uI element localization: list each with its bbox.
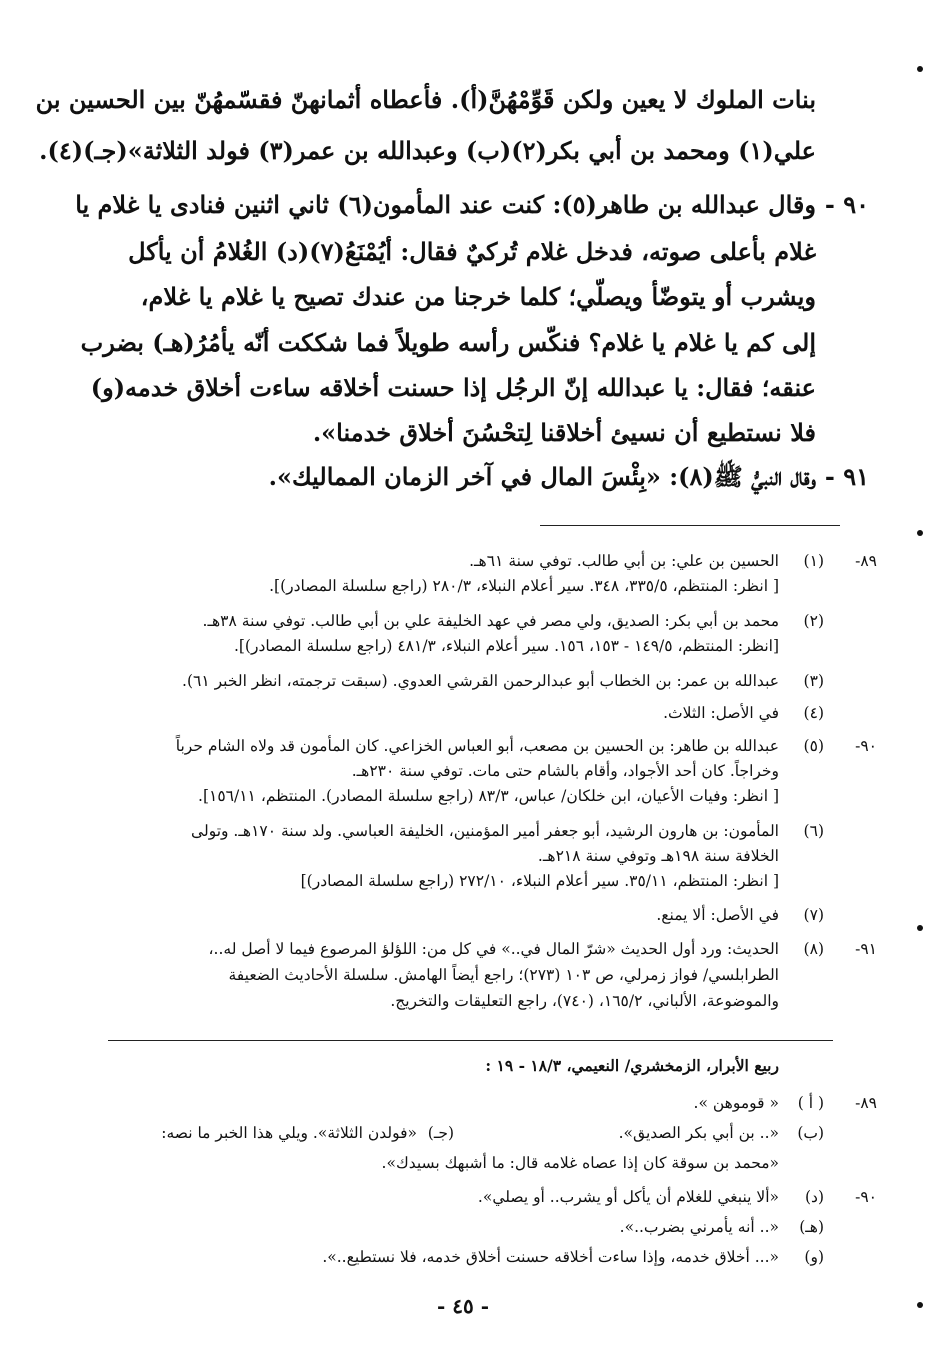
apparatus-line: «ألا ينبغي للغلام أن يأكل أو يشرب.. أو يصلي». xyxy=(477,1188,779,1206)
main-line-9: وقال النبيُّ ﷺ(٨): «بِئْسَ المال في آخر الزمان المماليك». xyxy=(268,462,816,491)
apparatus-line: «محمد بن سوقة كان إذا عصاه غلامه قال: ما أشبهك بسيدك». xyxy=(381,1154,779,1172)
apparatus-number: (ب) xyxy=(797,1124,824,1142)
footnote-line: [ انظر: وفيات الأعيان، ابن خلكان/ عباس، ٨٣/٣ (راجع سلسلة المصادر). المنتظم، ١٥٦/١١]. xyxy=(198,787,779,805)
footnote-line: وخراجاً. كان أحد الأجواد، وأقام بالشام حتى مات. توفي سنة ٢٣٠هـ. xyxy=(351,762,779,780)
footnote-line: في الأصل: ألا يمنع. xyxy=(656,906,779,924)
footnote-divider xyxy=(540,525,840,526)
scan-mark xyxy=(917,530,923,536)
apparatus-heading: ربيع الأبرار، الزمخشري/ النعيمي، ١٨/٣ - ١٩ : xyxy=(485,1056,779,1075)
apparatus-line: «فولدن الثلاثة». ويلي هذا الخبر ما نصه: xyxy=(161,1124,417,1142)
scan-mark xyxy=(917,1302,923,1308)
footnote-number: (٥) xyxy=(803,737,824,755)
apparatus-line: «.. بن أبي بكر الصديق». xyxy=(618,1124,779,1142)
footnote-line: في الأصل: الثلاث. xyxy=(663,704,779,722)
footnote-number: (٣) xyxy=(803,672,824,690)
main-line-2: علي(١) ومحمد بن أبي بكر(٢)(ب) وعبدالله بن عمر(٣) فولد الثلاثة»(جـ)(٤). xyxy=(39,136,816,165)
apparatus-line: « قوموهن ». xyxy=(693,1094,779,1112)
footnote-line: والموضوعة، الألباني، ١٦٥/٢، (٧٤٠)، راجع التعليقات والتخريج. xyxy=(390,992,779,1010)
item-number-91: ٩١ - xyxy=(824,462,869,491)
footnote-line: الخلافة سنة ١٩٨هـ وتوفي سنة ٢١٨هـ. xyxy=(537,847,779,865)
apparatus-number: (هـ) xyxy=(799,1218,824,1236)
apparatus-group-90: ٩٠- xyxy=(855,1188,877,1206)
main-line-3: وقال عبدالله بن طاهر(٥): كنت عند المأمون(٦) ثاني اثنين فنادى يا غلام يا xyxy=(75,190,816,219)
footnote-line: [ انظر: المنتظم، ٣٥/١١. سير أعلام النبلاء، ٢٧٢/١٠ (راجع سلسلة المصادر)] xyxy=(300,872,779,890)
apparatus-number: (د) xyxy=(805,1188,824,1206)
footnote-line: المأمون: بن هارون الرشيد، أبو جعفر أمير المؤمنين، الخليفة العباسي. ولد سنة ١٧٠هـ. وتولى xyxy=(191,822,779,840)
apparatus-number: (و) xyxy=(804,1248,824,1266)
footnote-line: [ انظر: المنتظم، ٣٣٥/٥، ٣٤٨. سير أعلام النبلاء، ٢٨٠/٣ (راجع سلسلة المصادر)]. xyxy=(269,577,779,595)
apparatus-line: «.. أنه يأمرني بضرب..». xyxy=(619,1218,779,1236)
footnote-group-89: ٨٩- xyxy=(855,552,877,570)
page-number: - ٤٥ - xyxy=(436,1294,489,1318)
footnote-line: محمد بن أبي بكر: الصديق، ولي مصر في عهد الخليفة علي بن أبي طالب. توفي سنة ٣٨هـ. xyxy=(202,612,779,630)
footnote-line: الحديث: ورد أول الحديث «شرّ المال في..» في كل من: اللؤلؤ المرصوع فيما لا أصل له..، xyxy=(208,940,779,958)
main-line-8: فلا نستطيع أن نسيئ أخلاقنا لِتحْسُنَ أخلاق خدمنا». xyxy=(312,418,816,447)
footnote-line: عبدالله بن عمر: بن الخطاب أبو عبدالرحمن القرشي العدوي. (سبقت ترجمته، انظر الخبر ٦١). xyxy=(182,672,779,690)
apparatus-line: «... أخلاق خدمه، وإذا ساءت أخلاقه حسنت أخلاق خدمه، فلا نستطيع..». xyxy=(322,1248,779,1266)
apparatus-number: ( أ ) xyxy=(797,1094,824,1112)
main-line-6: إلى كم يا غلام يا غلام؟ فنكّس رأسه طويلاً فما شككت أنّه يأمُرُ(هـ) بضرب xyxy=(80,328,816,357)
footnote-line: عبدالله بن طاهر: بن الحسين بن مصعب، أبو العباس الخزاعي. كان المأمون قد ولاه الشام حرباً xyxy=(175,737,779,755)
footnote-number: (٦) xyxy=(803,822,824,840)
footnote-group-91: ٩١- xyxy=(855,940,877,958)
apparatus-number: (جـ) xyxy=(427,1124,454,1142)
footnote-number: (٧) xyxy=(803,906,824,924)
footnote-group-90: ٩٠- xyxy=(855,737,877,755)
main-line-1: بنات الملوك لا يعين ولكن قَوِّمْهُنَّ(أ). فأعطاه أثمانهنّ فقسّمهُنّ بين الحسين بن xyxy=(35,85,816,114)
apparatus-group-89: ٨٩- xyxy=(855,1094,877,1112)
main-line-5: ويشرب أو يتوضّأ ويصلّي؛ كلما خرجنا من عندك تصيح يا غلام يا غلام، xyxy=(140,282,816,311)
footnote-number: (١) xyxy=(803,552,824,570)
main-line-4: غلام بأعلى صوته، فدخل غلام تُركيٌ فقال: أيُمْنَعُ(٧)(د) الغُلامُ أن يأكل xyxy=(128,237,816,266)
footnote-number: (٤) xyxy=(803,704,824,722)
scan-mark xyxy=(917,925,923,931)
apparatus-divider xyxy=(108,1040,833,1041)
footnote-number: (٢) xyxy=(803,612,824,630)
footnote-line: الطرابلسي/ فواز زمرلي، ص ١٠٣ (٢٧٣)؛ راجع أيضاً الهامش. سلسلة الأحاديث الضعيفة xyxy=(228,966,779,984)
footnote-line: [انظر: المنتظم، ١٤٩/٥ - ١٥٣، ١٥٦. سير أعلام النبلاء، ٤٨١/٣ (راجع سلسلة المصادر)]. xyxy=(233,637,779,655)
scan-mark xyxy=(917,66,923,72)
main-line-7: عنقه؛ فقال: يا عبدالله إنّ الرجُل إذا حسنت أخلاقه ساءت أخلاق خدمه(و) xyxy=(90,373,816,402)
item-number-90: ٩٠ - xyxy=(824,190,869,219)
footnote-line: الحسين بن علي: بن أبي طالب. توفي سنة ٦١هـ. xyxy=(469,552,779,570)
footnote-number: (٨) xyxy=(803,940,824,958)
